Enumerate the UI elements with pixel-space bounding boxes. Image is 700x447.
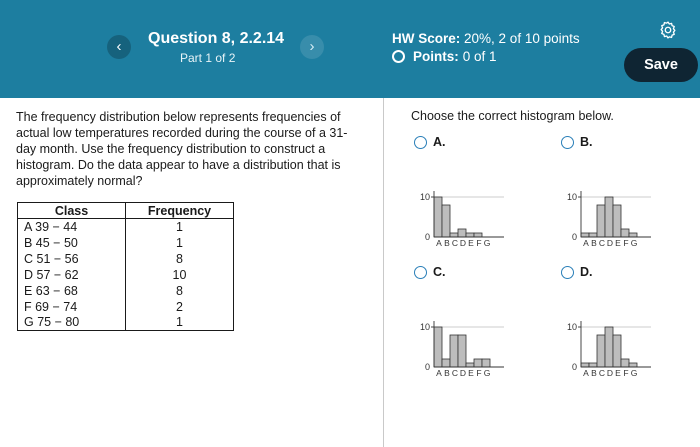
option-d[interactable] bbox=[561, 265, 593, 279]
histogram-bar bbox=[613, 335, 621, 367]
question-header bbox=[0, 0, 700, 98]
histogram-bar bbox=[629, 233, 637, 237]
x-tick-label: E bbox=[615, 368, 621, 378]
histogram-bar bbox=[434, 197, 442, 237]
x-tick-label: G bbox=[483, 238, 491, 248]
hw-score-label: HW Score: bbox=[392, 31, 461, 46]
histogram-bar bbox=[605, 197, 613, 237]
points bbox=[392, 49, 497, 64]
x-tick-label: B bbox=[444, 368, 450, 378]
x-tick-label: D bbox=[459, 368, 467, 378]
frequency-cell: 8 bbox=[126, 283, 234, 299]
option-b[interactable] bbox=[561, 135, 593, 149]
histogram-a bbox=[412, 182, 512, 252]
frequency-cell: 2 bbox=[126, 299, 234, 315]
x-tick-label: G bbox=[483, 368, 491, 378]
histogram-bar bbox=[450, 335, 458, 367]
y-tick-label: 10 bbox=[566, 192, 577, 202]
histogram-bar bbox=[613, 205, 621, 237]
points-value: 0 of 1 bbox=[462, 49, 497, 64]
y-tick-label: 10 bbox=[566, 322, 577, 332]
frequency-cell: 8 bbox=[126, 251, 234, 267]
x-tick-label: B bbox=[591, 368, 597, 378]
x-tick-label: G bbox=[630, 368, 638, 378]
x-tick-label: C bbox=[598, 238, 606, 248]
histogram-bar bbox=[482, 359, 490, 367]
question-title: Question 8, 2.2.14 bbox=[148, 30, 285, 47]
table-row bbox=[18, 267, 234, 283]
x-tick-label: F bbox=[623, 368, 629, 378]
histogram-bar bbox=[621, 359, 629, 367]
histogram-bar bbox=[474, 233, 482, 237]
y-tick-label: 10 bbox=[419, 322, 430, 332]
class-cell: G 75 − 80 bbox=[18, 315, 126, 331]
question-part: Part 1 of 2 bbox=[180, 51, 236, 65]
x-tick-label: C bbox=[451, 238, 459, 248]
histogram-bar bbox=[597, 205, 605, 237]
class-cell: D 57 − 62 bbox=[18, 267, 126, 283]
panel-divider bbox=[383, 98, 384, 447]
x-tick-label: A bbox=[436, 238, 442, 248]
save-button[interactable]: Save bbox=[624, 48, 698, 82]
hw-score-value: 20%, 2 of 10 points bbox=[464, 31, 580, 46]
points-circle-icon bbox=[392, 50, 405, 63]
x-tick-label: F bbox=[476, 368, 482, 378]
frequency-cell: 1 bbox=[126, 315, 234, 331]
chevron-left-icon[interactable]: ‹ bbox=[107, 35, 131, 59]
histogram-d bbox=[559, 312, 659, 382]
x-tick-label: C bbox=[451, 368, 459, 378]
histogram-bar bbox=[458, 229, 466, 237]
histogram-bar bbox=[629, 363, 637, 367]
option-c[interactable] bbox=[414, 265, 446, 279]
y-tick-label: 10 bbox=[419, 192, 430, 202]
histogram-bar bbox=[581, 233, 589, 237]
histogram-bar bbox=[589, 363, 597, 367]
question-text: The frequency distribution below represents frequencies of actual low temperatures recorded during the course of a 31-day month. Use the frequency distribution to construct a histogram. Do the data appear to have a distribution that is approximately normal? bbox=[16, 110, 348, 188]
table-row bbox=[18, 219, 234, 235]
histogram-bar bbox=[434, 327, 442, 367]
histogram-bar bbox=[621, 229, 629, 237]
radio-icon[interactable] bbox=[414, 266, 427, 279]
gear-icon[interactable] bbox=[658, 20, 678, 40]
table-row bbox=[18, 315, 234, 331]
histogram-bar bbox=[466, 363, 474, 367]
x-tick-label: F bbox=[476, 238, 482, 248]
frequency-cell: 10 bbox=[126, 267, 234, 283]
radio-icon[interactable] bbox=[414, 136, 427, 149]
histogram-svg bbox=[559, 182, 659, 252]
table-row bbox=[18, 299, 234, 315]
option-label: D. bbox=[580, 265, 593, 279]
class-cell: E 63 − 68 bbox=[18, 283, 126, 299]
x-tick-label: G bbox=[630, 238, 638, 248]
option-a[interactable] bbox=[414, 135, 446, 149]
points-label: Points: bbox=[413, 49, 459, 64]
histogram-bar bbox=[450, 233, 458, 237]
table-header-class: Class bbox=[18, 203, 126, 219]
class-cell: A 39 − 44 bbox=[18, 219, 126, 235]
x-tick-label: E bbox=[615, 238, 621, 248]
histogram-svg bbox=[559, 312, 659, 382]
x-tick-label: B bbox=[591, 238, 597, 248]
y-tick-label: 0 bbox=[424, 232, 430, 242]
x-tick-label: F bbox=[623, 238, 629, 248]
y-tick-label: 0 bbox=[424, 362, 430, 372]
x-tick-label: B bbox=[444, 238, 450, 248]
class-cell: C 51 − 56 bbox=[18, 251, 126, 267]
frequency-table bbox=[17, 202, 234, 331]
table-row bbox=[18, 283, 234, 299]
x-tick-label: D bbox=[606, 368, 614, 378]
table-row bbox=[18, 235, 234, 251]
x-tick-label: A bbox=[436, 368, 442, 378]
x-tick-label: D bbox=[606, 238, 614, 248]
option-label: C. bbox=[433, 265, 446, 279]
chevron-right-icon[interactable]: › bbox=[300, 35, 324, 59]
histogram-c bbox=[412, 312, 512, 382]
histogram-bar bbox=[589, 233, 597, 237]
histogram-bar bbox=[442, 205, 450, 237]
x-tick-label: A bbox=[583, 368, 589, 378]
histogram-bar bbox=[474, 359, 482, 367]
histogram-bar bbox=[597, 335, 605, 367]
histogram-bar bbox=[466, 233, 474, 237]
histogram-svg bbox=[412, 312, 512, 382]
histogram-bar bbox=[605, 327, 613, 367]
radio-icon[interactable] bbox=[561, 136, 574, 149]
x-tick-label: E bbox=[468, 368, 474, 378]
histogram-bar bbox=[458, 335, 466, 367]
x-tick-label: D bbox=[459, 238, 467, 248]
x-tick-label: E bbox=[468, 238, 474, 248]
histogram-bar bbox=[442, 359, 450, 367]
answer-prompt: Choose the correct histogram below. bbox=[411, 109, 614, 123]
hw-score bbox=[392, 31, 580, 46]
x-tick-label: A bbox=[583, 238, 589, 248]
table-header-frequency: Frequency bbox=[126, 203, 234, 219]
y-tick-label: 0 bbox=[571, 232, 577, 242]
frequency-cell: 1 bbox=[126, 219, 234, 235]
option-label: B. bbox=[580, 135, 593, 149]
option-label: A. bbox=[433, 135, 446, 149]
class-cell: B 45 − 50 bbox=[18, 235, 126, 251]
x-tick-label: C bbox=[598, 368, 606, 378]
frequency-cell: 1 bbox=[126, 235, 234, 251]
y-tick-label: 0 bbox=[571, 362, 577, 372]
histogram-b bbox=[559, 182, 659, 252]
class-cell: F 69 − 74 bbox=[18, 299, 126, 315]
histogram-svg bbox=[412, 182, 512, 252]
histogram-bar bbox=[581, 363, 589, 367]
table-row bbox=[18, 251, 234, 267]
radio-icon[interactable] bbox=[561, 266, 574, 279]
